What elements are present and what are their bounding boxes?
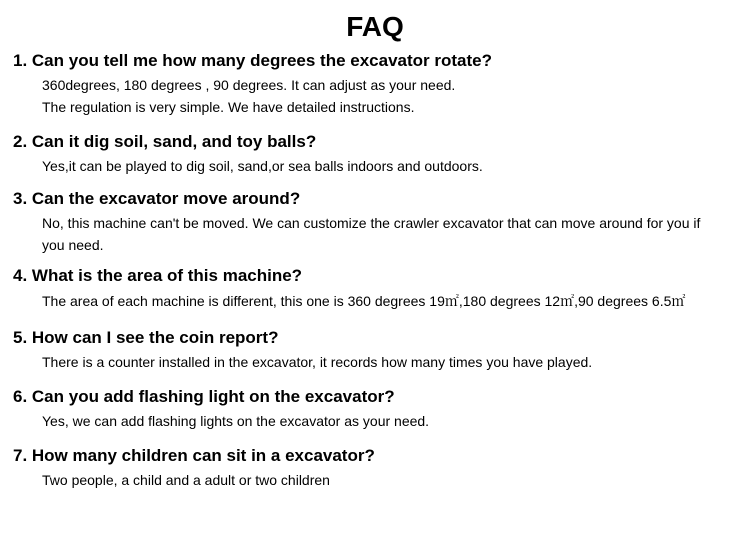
page-title: FAQ — [346, 11, 404, 42]
faq-answer-6: Yes, we can add flashing lights on the excavator as your need. — [42, 413, 430, 429]
faq-question-2: 2. Can it dig soil, sand, and toy balls? — [13, 132, 317, 151]
faq-answer-1-line-1: 360degrees, 180 degrees , 90 degrees. It can adjust as your need. — [42, 77, 456, 93]
faq-question-1: 1. Can you tell me how many degrees the excavator rotate? — [13, 51, 492, 70]
faq-answer-1-line-2: The regulation is very simple. We have detailed instructions. — [42, 99, 415, 115]
faq-answer-2: Yes,it can be played to dig soil, sand,or sea balls indoors and outdoors. — [42, 158, 483, 174]
faq-answer-3: No, this machine can't be moved. We can customize the crawler excavator that can move around for you if you need. — [42, 215, 701, 253]
faq-question-6: 6. Can you add flashing light on the excavator? — [13, 387, 395, 406]
faq-answer-5: There is a counter installed in the excavator, it records how many times you have played. — [42, 354, 593, 370]
faq-question-3: 3. Can the excavator move around? — [13, 189, 301, 208]
faq-answer-7: Two people, a child and a adult or two children — [42, 472, 330, 488]
faq-answer-4: The area of each machine is different, this one is 360 degrees 19㎡,180 degrees 12㎡,90 degrees 6.5㎡ — [42, 293, 686, 309]
faq-question-4: 4. What is the area of this machine? — [13, 266, 303, 285]
faq-question-5: 5. How can I see the coin report? — [13, 328, 279, 347]
faq-question-7: 7. How many children can sit in a excavator? — [13, 446, 375, 465]
